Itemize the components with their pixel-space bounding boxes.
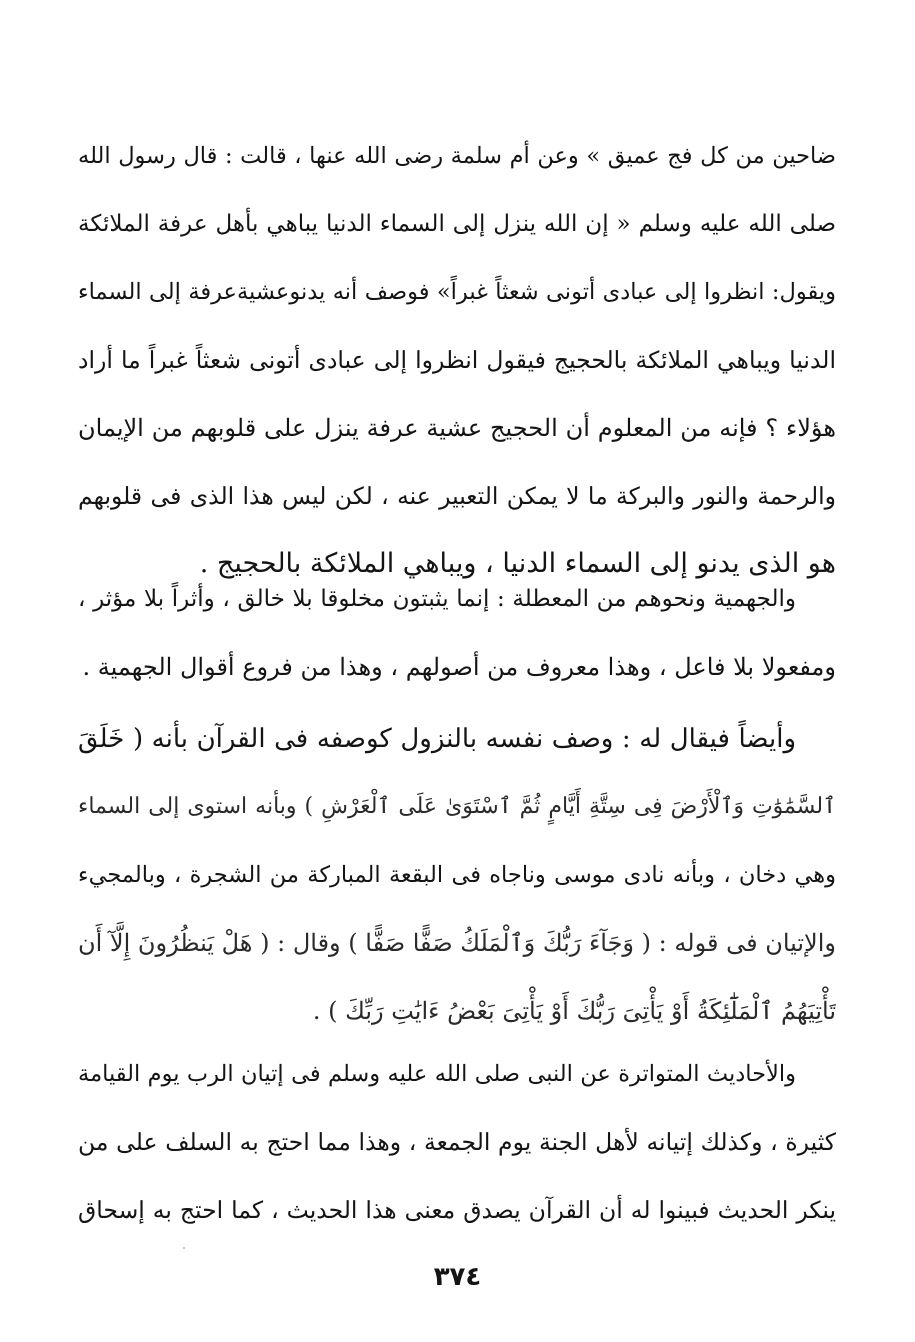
- quran-verse-line: تَأْتِيَهُمُ ٱلْمَلَٰٓئِكَةُ أَوْ يَأْتِىَ رَبُّكَ أَوْ يَأْتِىَ بَعْضُ ءَايَٰتِ رَبِّكَ ) .: [312, 997, 836, 1025]
- text-line: وأيضاً فيقال له : وصف نفسه بالنزول كوصفه فى القرآن بأنه ( خَلَقَ: [78, 724, 796, 754]
- text-line: والأحاديث المتواترة عن النبى صلى الله عليه وسلم فى إتيان الرب يوم القيامة: [78, 1061, 796, 1087]
- quran-verse-line: والإتيان فى قوله : ( وَجَآءَ رَبُّكَ وَٱلْمَلَكُ صَفًّا صَفًّا ) وقال : ( هَلْ يَنظُرُونَ إِلَّآ أَن: [78, 929, 836, 957]
- paragraph-hadith-arafa: [78, 122, 836, 598]
- text-line: صلى الله عليه وسلم « إن الله ينزل إلى السماء الدنيا يباهي بأهل عرفة الملائكة: [78, 211, 836, 237]
- text-line: والجهمية ونحوهم من المعطلة : إنما يثبتون مخلوقا بلا خالق ، وأثراً بلا مؤثر ،: [78, 586, 796, 612]
- text-line: هؤلاء ؟ فإنه من المعلوم أن الحجيج عشية عرفة ينزل على قلوبهم من الإيمان: [78, 414, 836, 442]
- text-line: كثيرة ، وكذلك إتيانه لأهل الجنة يوم الجمعة ، وهذا مما احتج به السلف على من: [78, 1128, 836, 1156]
- page-number: ٣٧٤: [433, 1262, 482, 1292]
- quran-verse-line: ٱلسَّمَٰوَٰتِ وَٱلْأَرْضَ فِى سِتَّةِ أَيَّامٍ ثُمَّ ٱسْتَوَىٰ عَلَى ٱلْعَرْشِ ) وبأنه استوى إلى السماء: [78, 794, 836, 819]
- text-line: ينكر الحديث فبينوا له أن القرآن يصدق معنى هذا الحديث ، كما احتج به إسحاق: [78, 1196, 836, 1224]
- text-line: ضاحين من كل فج عميق » وعن أم سلمة رضى الله عنها ، قالت : قال رسول الله: [78, 143, 836, 169]
- paragraph-quran-verses: [78, 705, 836, 1045]
- paragraph-jahmiyya: [78, 565, 836, 701]
- text-line: وهي دخان ، وبأنه نادى موسى وناجاه فى البقعة المباركة من الشجرة ، وبالمجيء: [78, 862, 836, 888]
- scan-speck: [183, 1247, 185, 1249]
- text-line: ومفعولا بلا فاعل ، وهذا معروف من أصولهم ، وهذا من فروع أقوال الجهمية .: [82, 653, 836, 681]
- text-line: والرحمة والنور والبركة ما لا يمكن التعبير عنه ، لكن ليس هذا الذى فى قلوبهم: [78, 482, 836, 510]
- text-line: ويقول: انظروا إلى عبادى أتونى شعثاً غبراً» فوصف أنه يدنوعشيةعرفة إلى السماء: [78, 279, 836, 305]
- paragraph-mutawatir-hadith: [78, 1040, 836, 1244]
- text-line: الدنيا ويباهي الملائكة بالحجيج فيقول انظروا إلى عبادى أتونى شعثاً غبراً ما أراد: [78, 346, 836, 374]
- text-line: هو الذى يدنو إلى السماء الدنيا ، ويباهي الملائكة بالحجيج .: [199, 548, 836, 579]
